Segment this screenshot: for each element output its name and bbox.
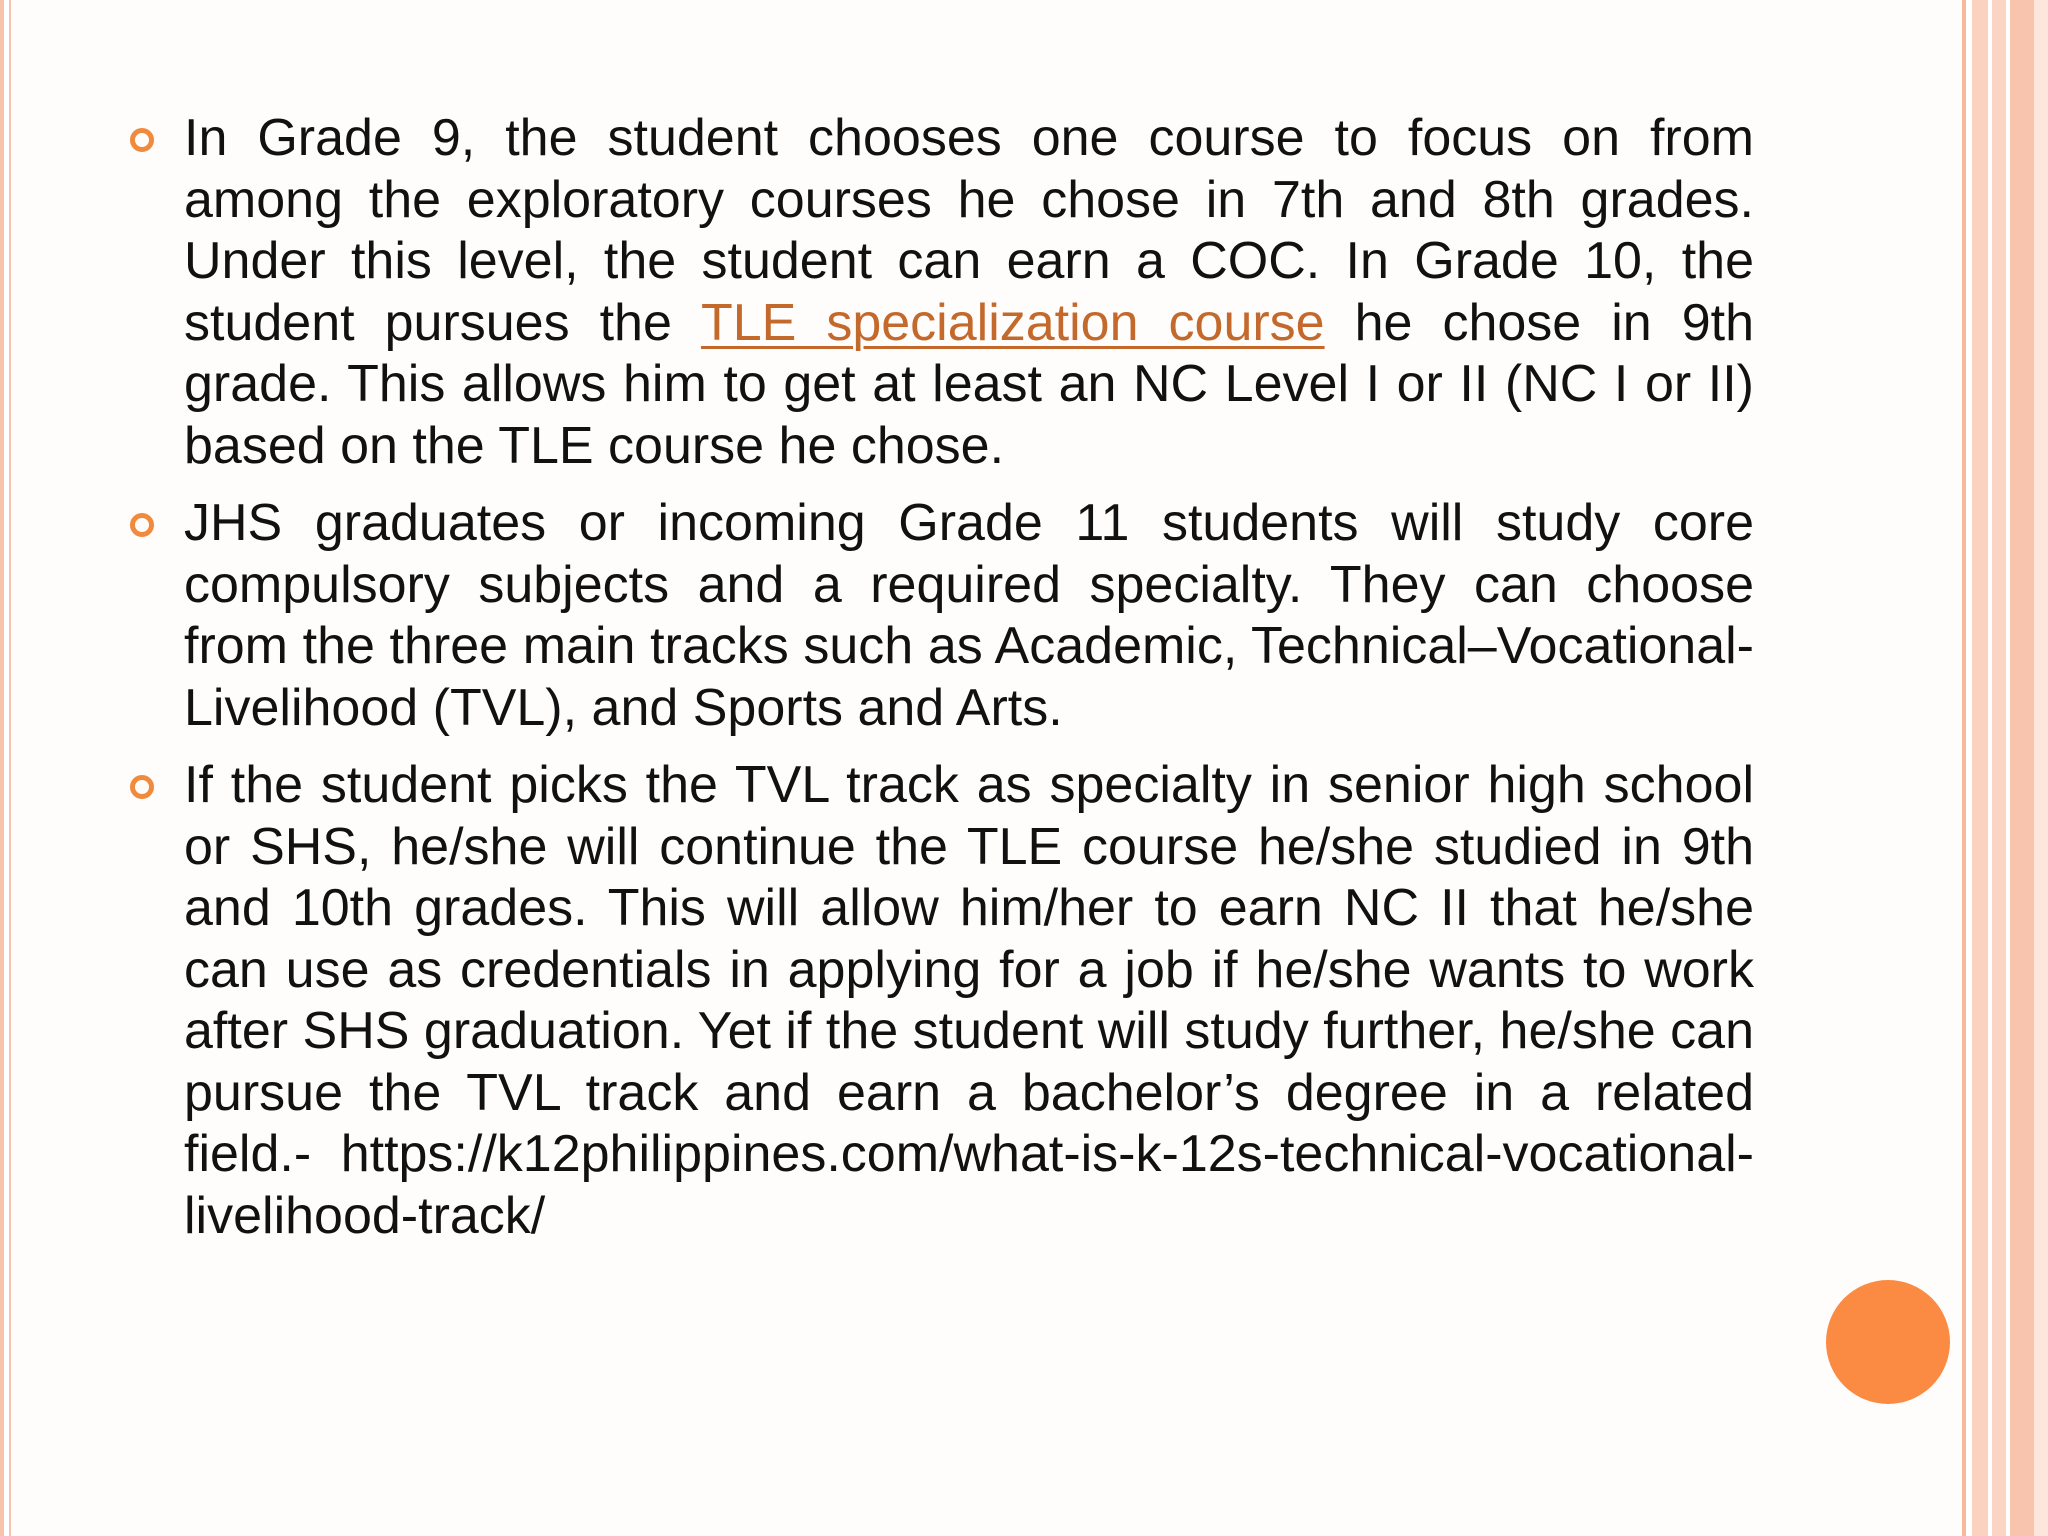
bullet-item-tvl-track — [130, 755, 1754, 1247]
right-border-stripe — [1972, 0, 1988, 1536]
bullet-text: If the student picks the TVL track as specialty in senior high school or SHS, he/she will continue the TLE course he/she studied in 9th and 10th grades. This will allow him/her to earn NC II that he/she can use as credentials in applying for a job if he/she wants to work after SHS graduation. Yet if the student will study further, he/she can pursue the TVL track and earn a bachelor’s degree in a related field.- https://k12philippines.com/what-is-k-12s-technical-vocational-livelihood-track/ — [184, 756, 1754, 1245]
right-border-stripe — [1992, 0, 2006, 1536]
bullet-text: In Grade 9, the student chooses one course to focus on from among the exploratory courses he chose in 7th and 8th grades. Under this level, the student can earn a COC. In Grade 10, the student pursues the — [184, 109, 1754, 352]
bullet-list — [130, 108, 1754, 1263]
bullet-item-jhs-graduates — [130, 493, 1754, 739]
left-border-line — [0, 0, 4, 1536]
bullet-item-grade-9-10 — [130, 108, 1754, 477]
right-border-stripe — [2010, 0, 2034, 1536]
orange-circle-decoration — [1826, 1280, 1950, 1404]
bullet-text: JHS graduates or incoming Grade 11 students will study core compulsory subjects and a required specialty. They can choose from the three main tracks such as Academic, Technical–Vocational-Livelihood (TVL), and Sports and Arts. — [184, 494, 1754, 737]
ring-bullet-icon — [130, 128, 154, 152]
ring-bullet-icon — [130, 513, 154, 537]
ring-bullet-icon — [130, 775, 154, 799]
left-border-line — [9, 0, 11, 1536]
tle-specialization-link[interactable]: TLE specialization course — [700, 293, 1325, 352]
right-border-stripe — [2034, 0, 2048, 1536]
bullet-text: he chose in 9th grade. This allows him to get at least an NC Level I or II (NC I or II) based on the TLE course he chose. — [184, 293, 1754, 475]
